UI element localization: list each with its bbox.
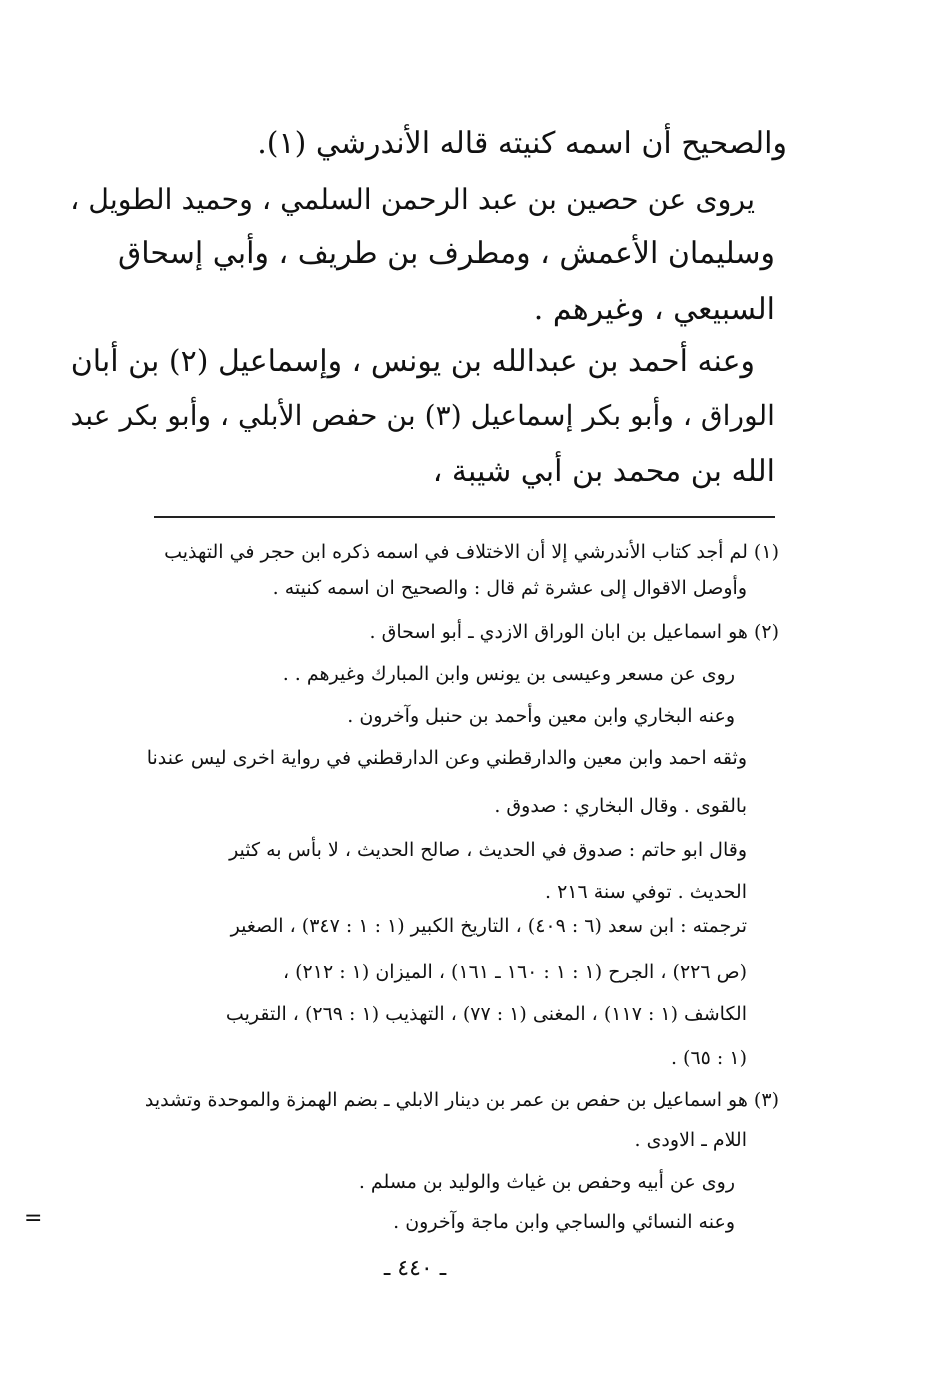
footnote-line: وأوصل الاقوال إلى عشرة ثم قال : والصحيح ان اسمه كنيته . (272, 577, 747, 599)
main-line-4: السبيعي ، وغيرهم . (533, 292, 775, 327)
footnote-line: وعنه النسائي والساجي وابن ماجة وآخرون . (393, 1211, 735, 1233)
footnote-line: بالقوى . وقال البخاري : صدوق . (494, 795, 747, 817)
main-line-1: والصحيح أن اسمه كنيته قاله الأندرشي (١). (257, 126, 787, 161)
footnote-line: (٣) هو اسماعيل بن حفص بن عمر بن دينار الابلي ـ بضم الهمزة والموحدة وتشديد (144, 1089, 779, 1111)
main-line-3: وسليمان الأعمش ، ومطرف بن طريف ، وأبي إسحاق (118, 236, 775, 271)
page-number: ـ ٤٤٠ ـ (383, 1256, 447, 1281)
footnote-separator (154, 516, 775, 518)
main-line-5: وعنه أحمد بن عبدالله بن يونس ، وإسماعيل (٢) بن أبان (70, 344, 755, 379)
footnote-line: وعنه البخاري وابن معين وأحمد بن حنبل وآخرون . (347, 705, 735, 727)
footnote-line: الكاشف (١ : ١١٧) ، المغنى (١ : ٧٧) ، التهذيب (١ : ٢٦٩) ، التقريب (225, 1003, 747, 1025)
main-line-2: يروى عن حصين بن عبد الرحمن السلمي ، وحميد الطويل ، (70, 183, 755, 216)
footnote-line: (٢) هو اسماعيل بن ابان الوراق الازدي ـ أبو اسحاق . (369, 621, 779, 643)
footnote-line: وقال ابو حاتم : صدوق في الحديث ، صالح الحديث ، لا بأس به كثير (229, 839, 747, 861)
main-line-6: الوراق ، وأبو بكر إسماعيل (٣) بن حفص الأبلي ، وأبو بكر عبد (70, 399, 775, 432)
footnote-line: (١ : ٦٥) . (670, 1047, 747, 1069)
footnote-line: وثقه احمد وابن معين والدارقطني وعن الدارقطني في رواية اخرى ليس عندنا (146, 747, 747, 769)
footnote-line: اللام ـ الاودى . (634, 1129, 747, 1151)
footnote-line: (١) لم أجد كتاب الأندرشي إلا أن الاختلاف في اسمه ذكره ابن حجر في التهذيب (164, 541, 779, 563)
footnote-line: ترجمته : ابن سعد (٦ : ٤٠٩) ، التاريخ الكبير (١ : ١ : ٣٤٧) ، الصغير (230, 915, 747, 937)
footnote-line: (ص ٢٢٦) ، الجرح (١ : ١ : ١٦٠ ـ ١٦١) ، الميزان (١ : ٢١٢) ، (282, 961, 747, 983)
footnote-line: الحديث . توفي سنة ٢١٦ . (544, 881, 747, 903)
footnote-line: روى عن أبيه وحفص بن غياث والوليد بن مسلم . (358, 1171, 735, 1193)
main-line-7: الله بن محمد بن أبي شيبة ، (432, 454, 775, 489)
footnote-line: روى عن مسعر وعيسى بن يونس وابن المبارك وغيرهم . . (282, 663, 735, 685)
margin-mark: = (24, 1206, 43, 1231)
